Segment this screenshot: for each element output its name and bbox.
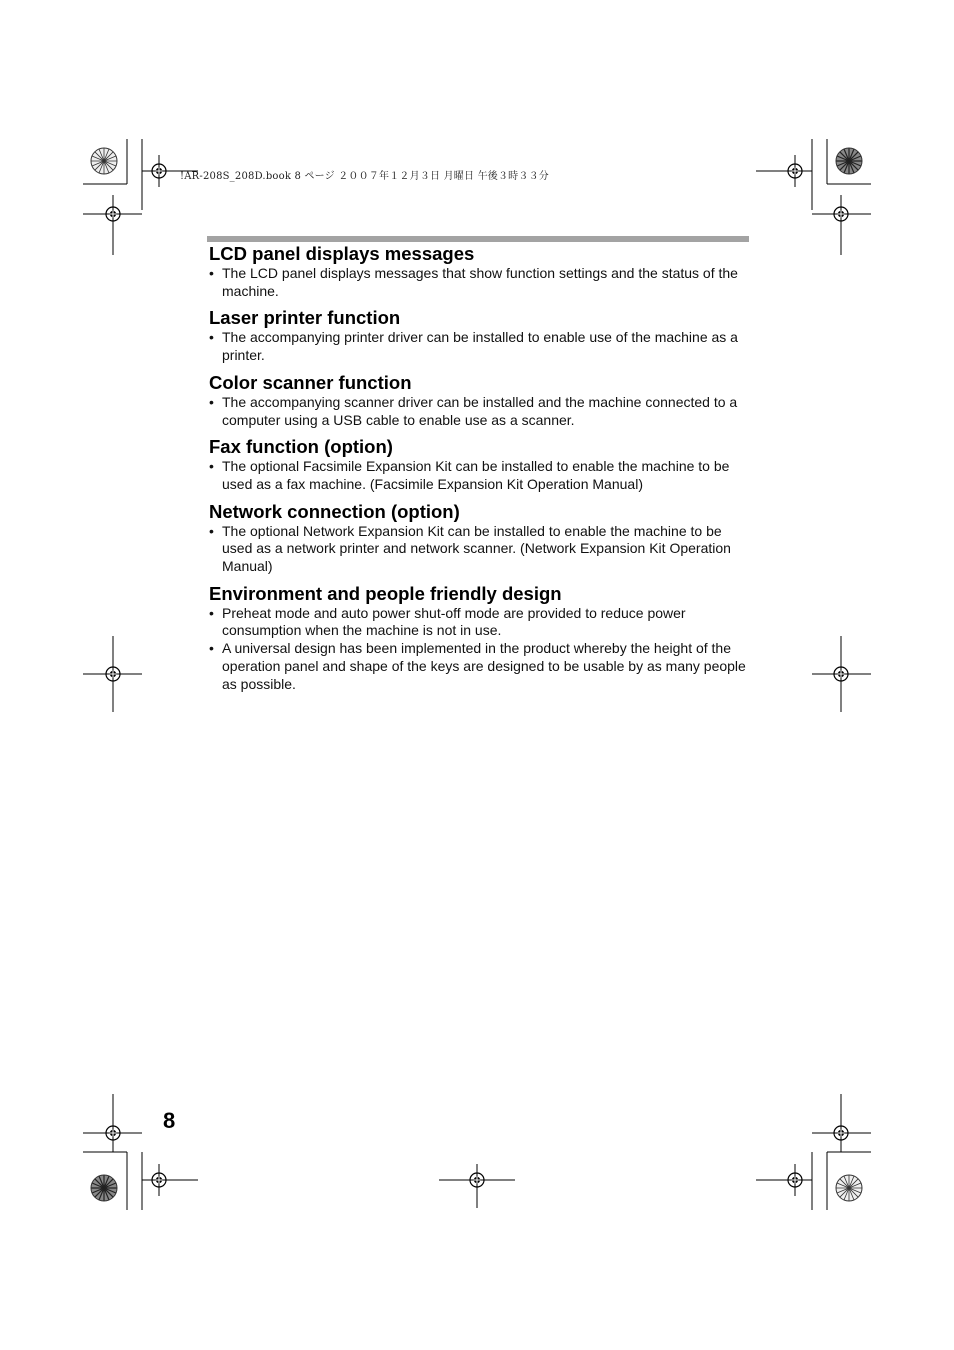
bullet-item: • Preheat mode and auto power shut-off mode are provided to reduce power consumption when the machine is not in use. [209, 605, 749, 640]
bullet-list [209, 394, 749, 429]
section-top-rule [207, 236, 749, 242]
print-file-header: !AR-208S_208D.book 8 ページ ２００７年１２月３日 月曜日 午後３時３３分 [180, 171, 549, 182]
bullet-list [209, 523, 749, 576]
bullet-list [209, 265, 749, 300]
section-network-connection [209, 501, 749, 576]
bullet-item: • The optional Facsimile Expansion Kit can be installed to enable the machine to be used as a fax machine. (Facsimile Expansion Kit Operation Manual) [209, 458, 749, 493]
section-heading: LCD panel displays messages [209, 243, 475, 264]
section-heading: Environment and people friendly design [209, 582, 562, 604]
main-content [209, 243, 749, 700]
section-color-scanner [209, 372, 749, 429]
section-laser-printer [209, 307, 749, 364]
bullet-list [209, 458, 749, 493]
bullet-item: • A universal design has been implemented in the product whereby the height of the operation panel and shape of the keys are designed to be usable by as many people as possible. [209, 640, 749, 693]
bullet-item: • The accompanying scanner driver can be installed and the machine connected to a computer using a USB cable to enable use as a scanner. [209, 394, 749, 429]
section-heading: Color scanner function [209, 371, 412, 393]
bullet-list [209, 329, 749, 364]
section-heading: Fax function (option) [209, 436, 393, 458]
section-heading: Network connection (option) [209, 500, 460, 522]
section-heading: Laser printer function [209, 307, 401, 329]
bullet-item: • The accompanying printer driver can be installed to enable use of the machine as a printer. [209, 329, 749, 364]
bullet-item: • The LCD panel displays messages that show function settings and the status of the machine. [209, 265, 749, 300]
page-number: 8 [163, 1108, 176, 1133]
bullet-list [209, 605, 749, 694]
section-environment-design [209, 583, 749, 694]
section-fax-function [209, 436, 749, 493]
bullet-item: • The optional Network Expansion Kit can be installed to enable the machine to be used as a network printer and network scanner. (Network Expansion Kit Operation Manual) [209, 523, 749, 576]
section-lcd-panel [209, 243, 749, 300]
